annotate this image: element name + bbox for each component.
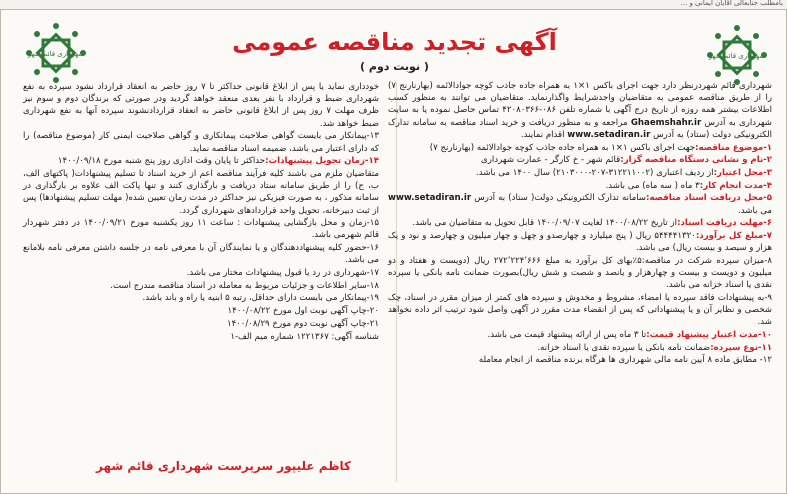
item-duration: ۴-مدت انجام کار:۳ ماه ( سه ماه) می باشد. (605, 180, 772, 191)
logo-left-caption: شهرداری قائم شهر (27, 50, 85, 58)
item-deposit-type: ۱۱-نوع سپرده:ضمانت نامه بانکی یا سپرده نقدی یا اسناد خزانه. (537, 342, 772, 353)
item-reject-accept: ۱۷-شهرداری در رد یا قبول پیشنهادات مختار می باشد. (186, 268, 379, 279)
notice-subtitle: ( نوبت دوم ) (360, 60, 429, 73)
item-submission-time: ۱۴-زمان تحویل پیشنهادات:حداکثر تا پایان وقت اداری روز پنج شنبه مورخ ۱۴۰۰/۰۹/۱۸ (57, 156, 379, 167)
setad-link[interactable]: www.setadiran.ir (388, 193, 472, 204)
item-documents-deadline: ۶-مهلت دریافت اسناد:از تاریخ ۱۴۰۰/۰۸/۲۲ لغایت ۱۴۰۰/۰۹/۰۷ قابل تحویل به متقاضیان می باشد. (412, 218, 772, 229)
website-link[interactable]: Ghaemshahr.ir (630, 117, 702, 128)
item-contractor-certificate: ۱۳-پیمانکار می بایست گواهی صلاحیت پیمانکاری و گواهی صلاحیت ایمنی کار (موضوع مناقصه) را که دارای اعتبار می باشد، ضمیمه اسناد مناقصه نماید. (23, 131, 379, 154)
top-strip (0, 0, 787, 9)
item-first-publish: ۲۰-چاپ آگهی نوبت اول مورخ ۱۴۰۰/۰۸/۲۲ (227, 306, 379, 317)
item-invalid-bids: ۹-به پیشنهادات فاقد سپرده یا امضاء، مشروط و مخدوش و سپرده های کمتر از میزان مقرر در اسناد، چک شخصی و نظایر آن و یا پیشنهاداتی که پس از انقضاء مدت مقرر در آگهی واصل شود ترتیب اثر داده نخواهد شد. (388, 292, 772, 328)
item-total-estimate: ۷-مبلغ کل برآورد:۵۴۴۴۴۱۳۲۰ ریال ( پنج میلیارد و چهارصدو و چهل و چهار میلیون و چهارصد و نود و یک هزار و سیصد و بیست ریال) می باشد. (388, 230, 772, 254)
top-caption: بامطلب جنابعالی آقایان ایمانی و ... (680, 0, 783, 7)
item-submission-process: متقاضیان ملزم می باشند کلیه فرآیند مناقصه اعم از خرید اسناد تا تسلیم پیشنهادات( پاکتهای الف، ب، ج) را از طریق سامانه ستاد دریافت و بارگذاری کنند و تنها پاکت الف علاوه بر بارگذاری در سامانه مذکور ، به صورت فیزیکی نیز حداکثر در مدت زمان تعیین شده( مهلت تسلیم پیشنهادها) پس از ثبت دبیرخانه، تحویل واحد قراردادهای شهرداری گردد. (23, 168, 379, 216)
item-validity: ۱۰-مدت اعتبار پیشنهاد قیمت:تا ۳ ماه پس از ارائه پیشنهاد قیمت می باشد. (487, 330, 772, 341)
item-subject: ۱-موضوع مناقصه:جهت اجرای باکس ۱×۱ به همراه جاده جاذب کوچه جوادالائمه (بهارنارنج ۷) (429, 142, 772, 153)
left-column (23, 81, 379, 343)
item-second-publish: ۲۱-چاپ آگهی نوبت دوم مورخ ۱۴۰۰/۰۸/۲۹ (226, 318, 379, 329)
item-article-8: ۱۲- مطابق ماده ۸ آیین نامه مالی شهرداری ها هرگاه برنده مناقصه از انجام معامله (478, 355, 772, 366)
item-deposit: ۸-میزان سپرده شرکت در مناقصه:۵٪بهای کل برآورد به مبلغ ۲۷۲٬۲۲۴٬۶۶۶ ریال (دویست و هفتاد و دو میلیون و دویست و بیست و چهارهزار و یانصد و شصت و شش ریال)بصورت ضمانت نامه بانکی یا سپرده نقدی یا اسناد خزانه می باشد. (388, 255, 772, 291)
item-opening-time: ۱۵-زمان و محل بازگشایی پیشنهادات : ساعت ۱۱ روز یکشنبه مورخ ۱۴۰۰/۰۹/۲۱ در دفتر شهردار قائم شهرمی باشد. (23, 218, 379, 241)
item-documents-place: ۵-محل دریافت اسناد مناقصه:سامانه تدارک الکترونیکی دولت( ستاد) به آدرس www.setadiran.ir می باشد. (388, 193, 773, 216)
item-organizer: ۲-نام و نشانی دستگاه مناقصه گزار:قائم شهر - خ کارگر - عمارت شهرداری (481, 155, 772, 166)
logo-right-caption: شهرداری قائم شهر (708, 52, 766, 60)
item-contractor-rank: ۱۹-پیمانکار می بایست دارای حداقل، رتبه ۵ ابنیه یا راه و باند باشد. (142, 293, 379, 304)
item-attendance: ۱۶-حضور کلیه پیشنهاددهندگان و یا نمایندگان آن با معرفی نامه در جلسه داشتن معرفی نامه بلامانع می باشد. (23, 243, 379, 266)
setad-link[interactable]: www.setadiran.ir (567, 129, 651, 140)
signature: کاظم علیپور سرپرست شهرداری قائم شهر (96, 459, 351, 473)
intro-paragraph: شهرداری قائم شهردرنظر دارد جهت اجرای باکس ۱×۱ به همراه جاده جاذب کوچه جوادالائمه (بهارنارنج ۷) را از طریق مناقصه عمومی به متقاضیان واجدشرایط واگذارنماید. متقاضیان می توانند به منظور کسب اطلاعات بیشتر همه روزه از تاریخ درج آگهی با شماره تلفن ۰۸۶-۴۲۰۸۰۳۶۶ تماس حاصل نموده یا به سایت شهرداری به آدرس Ghaemshahr.ir مراجعه و به منظور دریافت و خرید اسناد مناقصه به سامانه تدارک الکترونیکی دولت (ستاد) به آدرس www.setadiran.ir اقدام نمایند. (388, 81, 773, 140)
notice-sheet (0, 9, 787, 494)
right-column (388, 80, 772, 367)
notice-id: شناسه آگهی: ۱۲۲۱۳۶۷ شماره میم الف-۱ (230, 331, 379, 342)
continuation-paragraph: خودداری نماید یا پس از ابلاغ قانونی حداکثر تا ۷ روز حاضر به انعقاد قرارداد نشود سپرده به نفع شهرداری ضبط و قرارداد با نفر بعدی منعقد خواهد گردید ودر صورتی که برندگان دوم و سوم نیز ظرف مهلت ۷ روز پس از ابلاغ قانونی حاضر به انعقاد قراردادنشوند سپرده آنها به نفع شهرداری ضبط خواهد شد. (23, 82, 380, 129)
item-budget-source: ۳-محل اعتبار:از ردیف اعتباری (۳۱۲۲۱۱۰۰۲-۲۰۷-۲۱۰۳۰۰۰) سال ۱۴۰۰ می باشد. (476, 167, 772, 178)
notice-title: آگهی تجدید مناقصه عمومی (232, 28, 557, 56)
item-other-info: ۱۸-سایر اطلاعات و جزئیات مربوط به معامله در اسناد مناقصه مندرج است. (110, 280, 379, 291)
